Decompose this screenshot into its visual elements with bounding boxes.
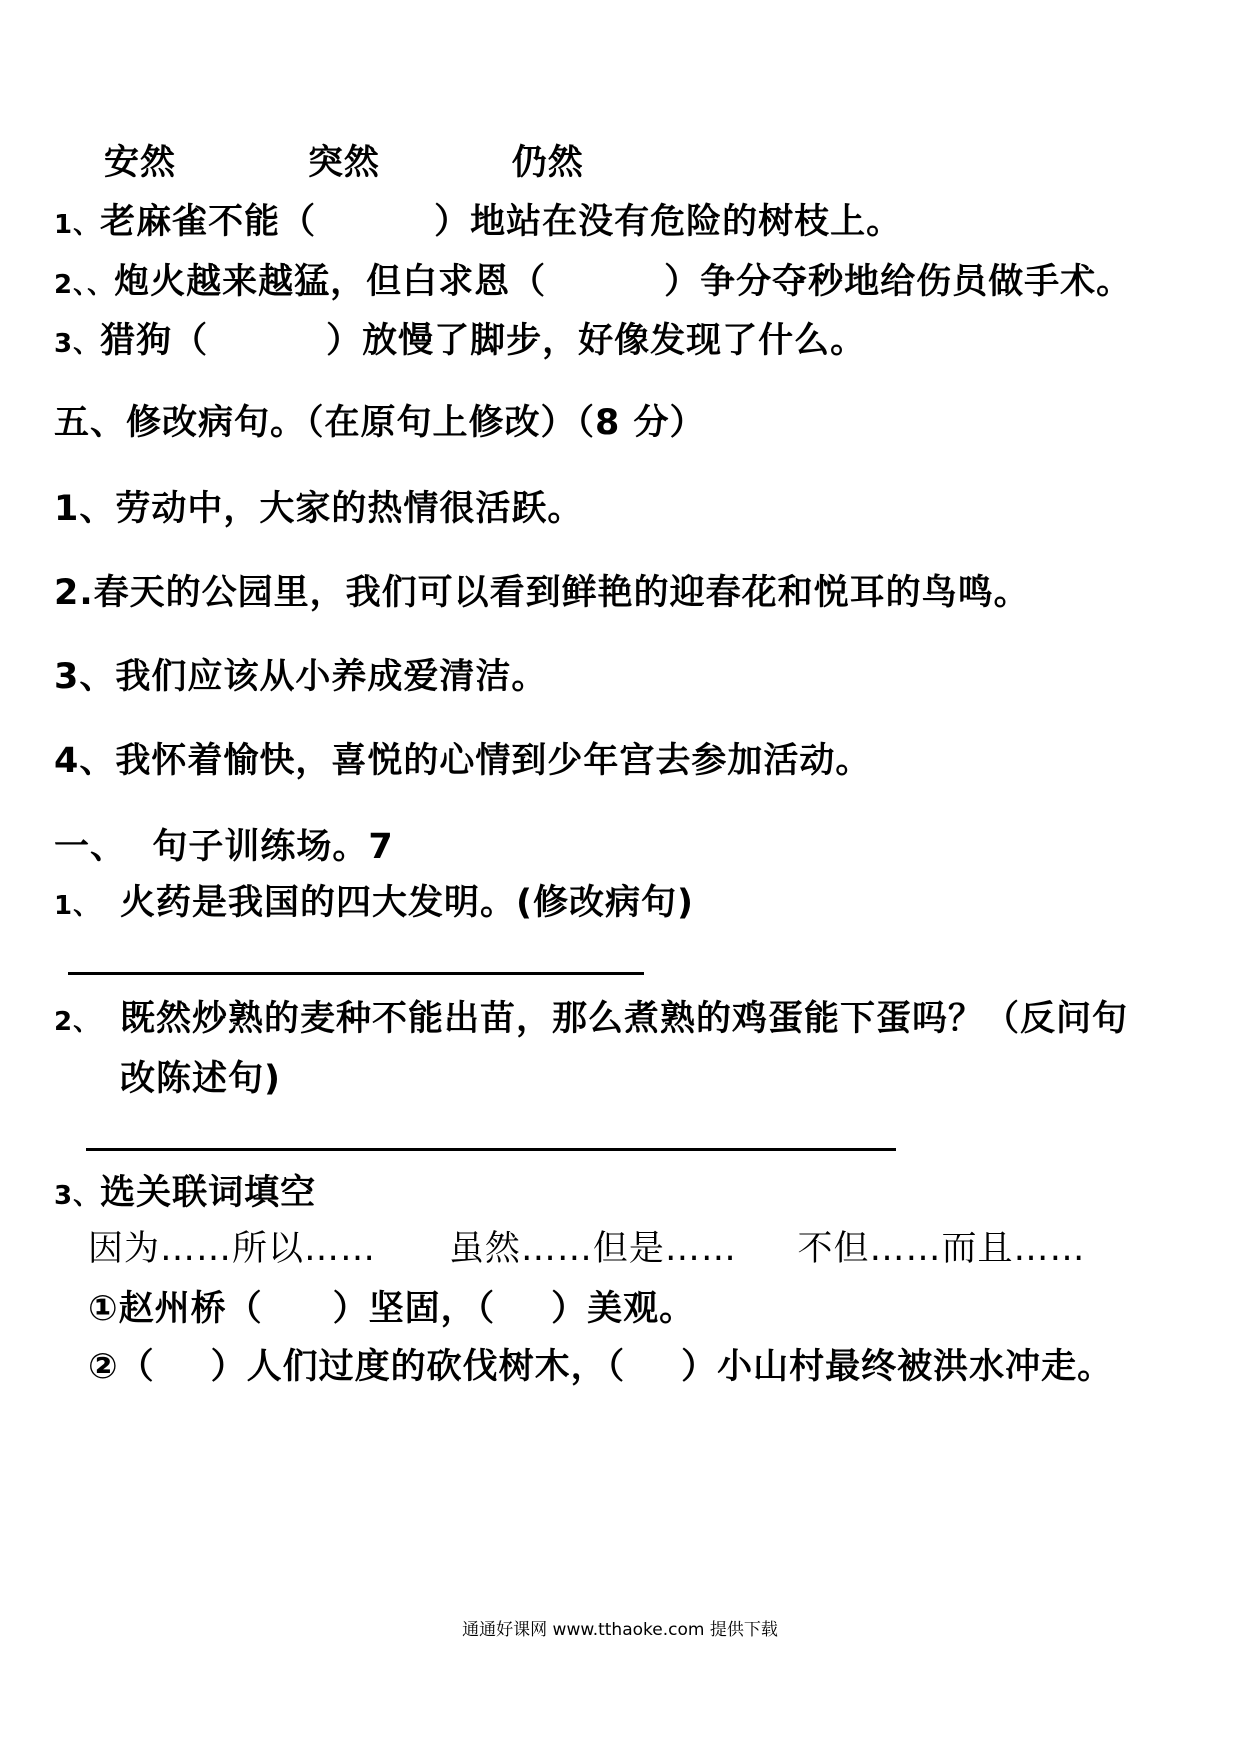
fill-blank-2: 2、、炮火越来越猛，但白求恩（ ）争分夺秒地给伤员做手术。 (54, 262, 1133, 302)
section5-item-1: 1、劳动中，大家的热情很活跃。 (54, 489, 584, 529)
fill-blank-3: 3、猎狗（ ）放慢了脚步，好像发现了什么。 (54, 321, 867, 361)
word-option: 突然 (307, 143, 380, 183)
conjunction-option: 因为……所以…… (88, 1229, 377, 1269)
q3-sentence-2: ②（ ）人们过度的砍伐树木，（ ）小山村最终被洪水冲走。 (88, 1347, 1114, 1387)
fill-blank-1: 1、老麻雀不能（ ）地站在没有危险的树枝上。 (54, 202, 903, 242)
section5-heading: 五、修改病句。（在原句上修改）（8 分） (54, 403, 706, 443)
section5-item-4: 4、我怀着愉快，喜悦的心情到少年宫去参加活动。 (54, 741, 872, 781)
conjunction-option: 不但……而且…… (797, 1229, 1086, 1269)
word-option: 仍然 (511, 143, 584, 183)
q3-sentence-1: ①赵州桥（ ）坚固，（ ）美观。 (88, 1289, 696, 1329)
word-options (104, 142, 584, 184)
q3-title: 3、选关联词填空 (54, 1173, 317, 1213)
section5-item-2: 2.春天的公园里，我们可以看到鲜艳的迎春花和悦耳的鸟鸣。 (54, 573, 1030, 613)
answer-line[interactable] (68, 972, 644, 975)
conjunction-options (88, 1228, 1086, 1270)
section5-item-3: 3、我们应该从小养成爱清洁。 (54, 657, 548, 697)
q2-line1: 2、 既然炒熟的麦种不能出苗，那么煮熟的鸡蛋能下蛋吗？（反问句 (54, 999, 1129, 1039)
footer-credit: 通通好课网 www.tthaoke.com 提供下载 (462, 1620, 778, 1640)
answer-line[interactable] (86, 1148, 896, 1151)
q2-line2: 改陈述句) (120, 1059, 281, 1099)
conjunction-option: 虽然……但是…… (448, 1229, 737, 1269)
q1: 1、 火药是我国的四大发明。(修改病句) (54, 883, 694, 923)
section1-heading: 一、 句子训练场。7 (54, 827, 394, 867)
word-option: 安然 (104, 143, 177, 183)
